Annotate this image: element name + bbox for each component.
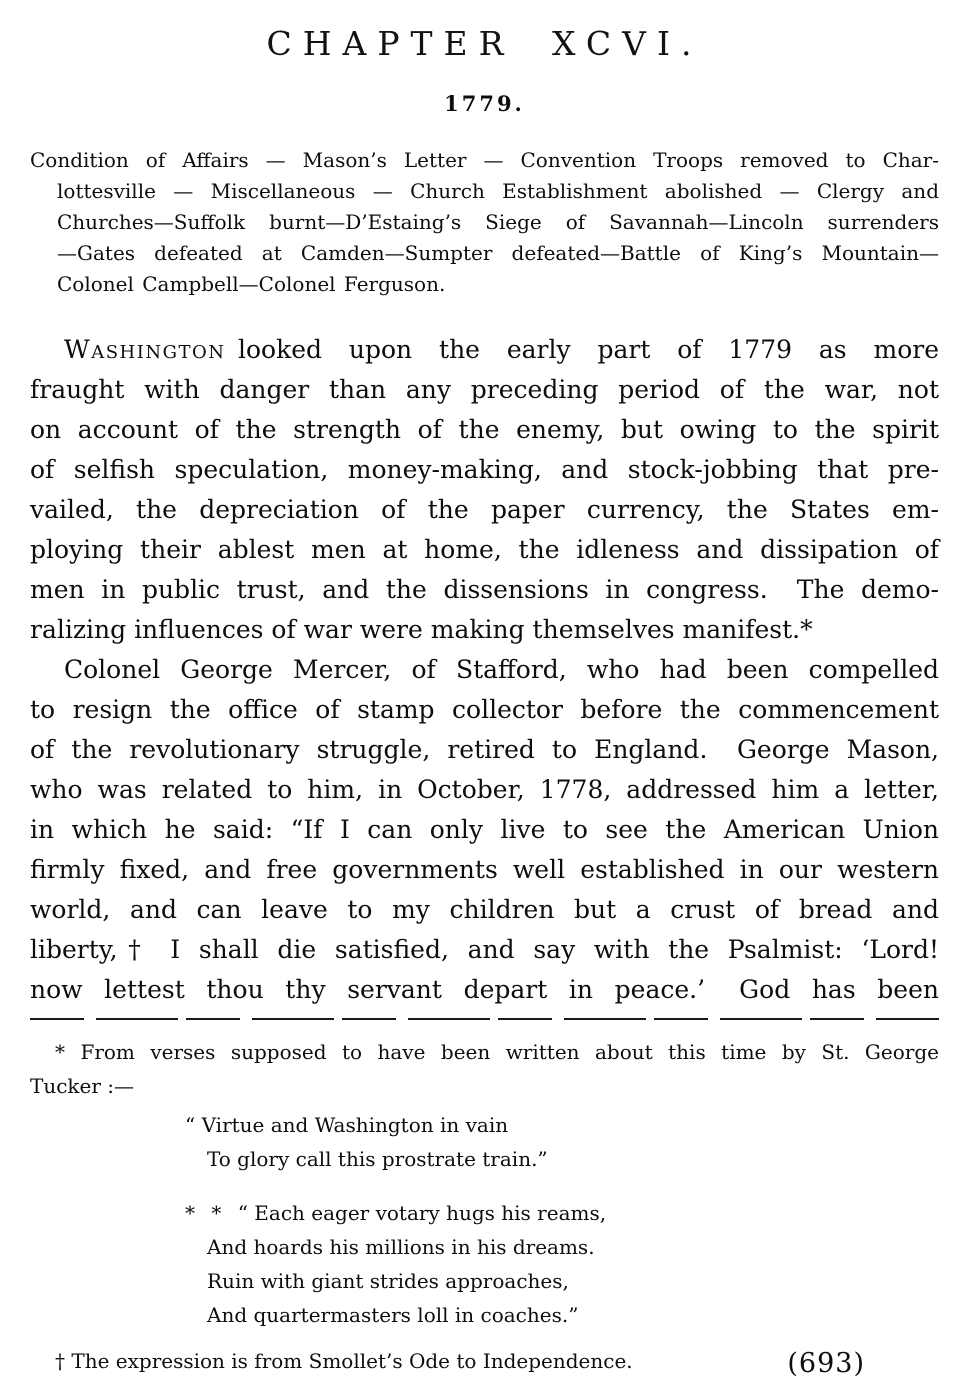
body-line (30, 330, 939, 370)
verse-line: “ Virtue and Washington in vain (185, 1113, 509, 1137)
body-line: to resign the office of stamp collector before the commencement (30, 695, 939, 724)
body-line: world, and can leave to my children but a crust of bread and (30, 895, 939, 924)
body-line: who was related to him, in October, 1778, addressed him a letter, (30, 775, 939, 804)
body-line: in which he said: “If I can only live to see the American Union (30, 815, 939, 844)
footnote-line: * From verses supposed to have been written about this time by St. George (55, 1040, 939, 1064)
verse-line: And quartermasters loll in coaches.” (207, 1303, 579, 1327)
footnote-line: Tucker :— (30, 1074, 135, 1098)
footnotes (30, 1035, 939, 1378)
paragraph-2 (30, 650, 939, 1010)
footnote-asterisk (30, 1035, 939, 1103)
body-line: on account of the strength of the enemy, but owing to the spirit (30, 415, 939, 444)
body-line: ralizing influences of war were making themselves manifest.* (30, 615, 813, 644)
page-number: (693) (787, 1348, 865, 1379)
synopsis-line: Churches—Suffolk burnt—D’Estaing’s Siege of Savannah—Lincoln surrenders (57, 210, 939, 234)
body-line: now lettest thou thy servant depart in peace.’ God has been (30, 975, 939, 1004)
chapter-synopsis (30, 145, 939, 300)
body-line: firmly fixed, and free governments well established in our western (30, 855, 939, 884)
body-line: Colonel George Mercer, of Stafford, who had been compelled (64, 655, 939, 684)
body-line: of the revolutionary struggle, retired to England. George Mason, (30, 735, 939, 764)
synopsis-line: Colonel Campbell—Colonel Ferguson. (57, 272, 446, 296)
synopsis-line: Condition of Affairs — Mason’s Letter — Convention Troops removed to Char- (30, 148, 939, 172)
paragraph-1 (30, 330, 939, 650)
body-line: vailed, the depreciation of the paper currency, the States em- (30, 495, 939, 524)
lead-word-washington: Washington (64, 335, 226, 364)
body-line: fraught with danger than any preceding period of the war, not (30, 375, 939, 404)
body-line: ploying their ablest men at home, the idleness and dissipation of (30, 535, 939, 564)
body-line-text: looked upon the early part of 1779 as more (225, 335, 939, 364)
footnote-verse-2 (185, 1196, 939, 1332)
footnote-verse-1 (185, 1108, 939, 1176)
year-heading: 1779. (444, 91, 525, 116)
synopsis-line: —Gates defeated at Camden—Sumpter defeated—Battle of King’s Mountain— (57, 241, 939, 265)
synopsis-line: lottesville — Miscellaneous — Church Establishment abolished — Clergy and (57, 179, 939, 203)
footnote-dagger: † The expression is from Smollet’s Ode to Independence. (55, 1349, 633, 1373)
verse-line: To glory call this prostrate train.” (207, 1147, 548, 1171)
body-line: liberty,† I shall die satisfied, and say with the Psalmist: ‘Lord! (30, 935, 939, 964)
verse-line: * * “ Each eager votary hugs his reams, (185, 1201, 607, 1225)
body-text (30, 330, 939, 1010)
footnote-divider-rule (30, 1018, 939, 1020)
body-line: men in public trust, and the dissensions in congress. The demo- (30, 575, 939, 604)
chapter-heading: CHAPTER XCVI. (266, 24, 703, 63)
body-line: of selfish speculation, money-making, and stock-jobbing that pre- (30, 455, 939, 484)
verse-line: Ruin with giant strides approaches, (207, 1269, 569, 1293)
verse-line: And hoards his millions in his dreams. (207, 1235, 595, 1259)
